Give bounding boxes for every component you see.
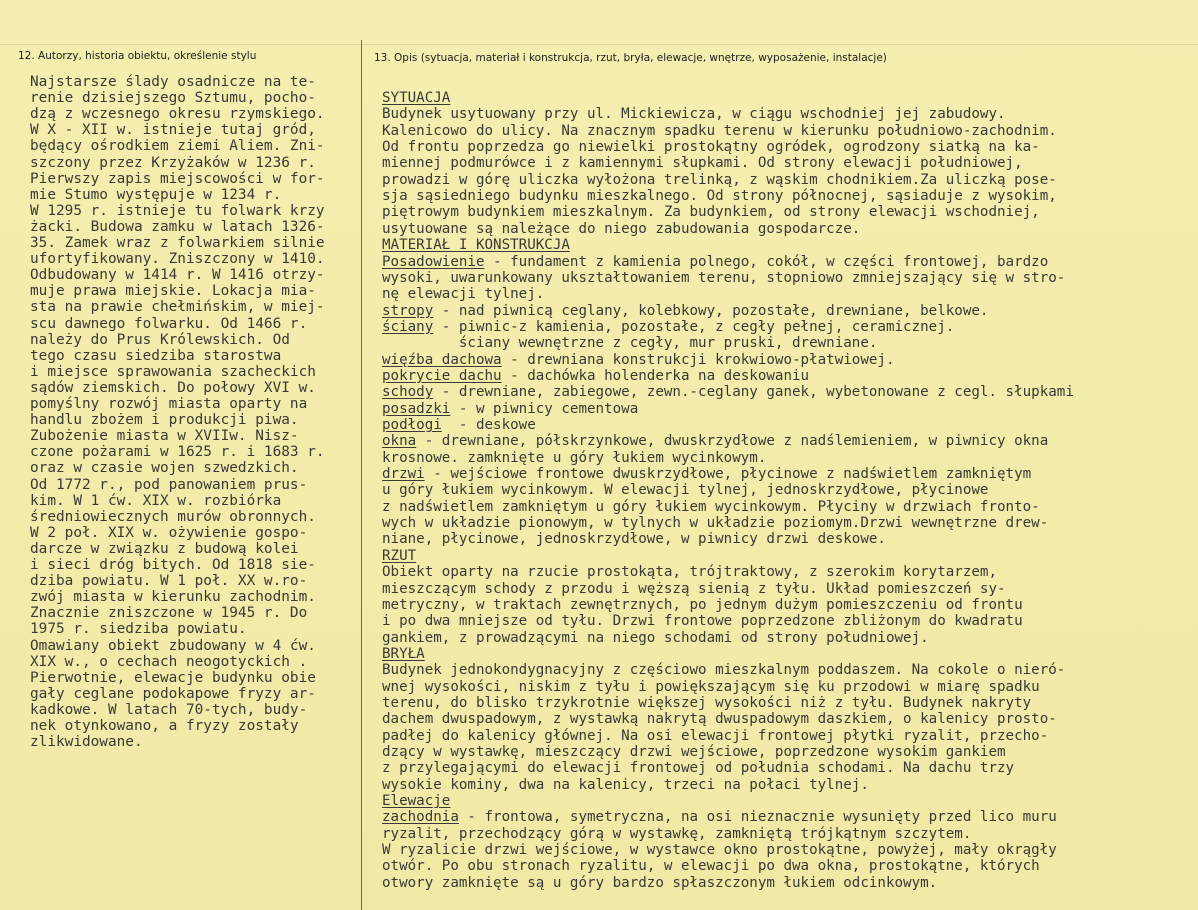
description-text-line [382, 106, 1006, 122]
line-text: terenu, do blisko trzykrotnie większej wysokości niż z tyłu. Budynek nakryty [382, 694, 1032, 711]
description-text-line [382, 842, 1057, 858]
section-12-header: 12. Autorzy, historia obiektu, określenie stylu [18, 50, 257, 62]
history-text-line: 35. Zamek wraz z folwarkiem silnie [30, 235, 325, 251]
description-text-line [382, 875, 937, 891]
line-text: - frontowa, symetryczna, na osi nieznacznie wysunięty przed lico muru [458, 809, 1057, 826]
line-text: nę elewacji tylnej. [382, 286, 545, 303]
history-text-line: szczony przez Krzyżaków w 1236 r. [30, 154, 316, 171]
history-text-line: muje prawa miejskie. Lokacja mia- [30, 283, 316, 300]
history-text-line: kim. W 1 ćw. XIX w. rozbiórka [30, 492, 282, 509]
history-text-line: renie dzisiejszego Sztumu, pocho- [30, 90, 316, 107]
description-text-line [382, 368, 809, 384]
line-text: - piwnic-z kamienia, pozostałe, z cegły pełnej, ceramicznej. [433, 318, 955, 335]
history-text-line: W 2 poł. XIX w. ożywienie gospo- [30, 524, 308, 541]
line-text: - drewniane, zabiegowe, zewn.-ceglany ganek, wybetonowane z cegl. słupkami [433, 384, 1074, 401]
history-text-line: handlu zbożem i produkcji piwa. [30, 412, 299, 429]
history-text-line: 1975 r. siedziba powiatu. [30, 621, 247, 638]
description-text-line [382, 711, 1057, 727]
description-text-line [382, 221, 860, 237]
history-text-line: będący ośrodkiem ziemi Aliem. Zni- [30, 138, 325, 155]
underlined-term: SYTUACJA [382, 90, 451, 106]
history-text-line: należy do Prus Królewskich. Od [30, 331, 290, 348]
description-text-line [382, 613, 1023, 629]
description-text-line [382, 417, 536, 433]
description-text-line [382, 450, 766, 466]
description-text-line [382, 760, 1014, 776]
history-text-line: Od 1772 r., pod panowaniem prus- [30, 476, 308, 493]
history-text-line: mie Stumo występuje w 1234 r. [30, 186, 282, 203]
description-text-line [382, 695, 1031, 711]
description-text-line [382, 254, 1048, 270]
underlined-term: Elewacje [382, 793, 451, 810]
history-text-line: i miejsce sprawowania szacheckich [30, 363, 316, 380]
line-text: Budynek jednokondygnacyjny z częściowo mieszkalnym poddaszem. Na cokole o nieró- [382, 662, 1066, 679]
section-heading-line [382, 237, 570, 253]
description-text-line [382, 286, 544, 302]
line-text: ściany wewnętrzne z cegły, mur pruski, drewniane. [382, 335, 878, 352]
underlined-term: Posadowienie [382, 253, 485, 270]
section-13-header: 13. Opis (sytuacja, materiał i konstrukcja, rzut, bryła, elewacje, wnętrze, wyposażenie, instalacje) [374, 52, 887, 64]
line-text: Od frontu poprzedza go niewielki prostokątny ogródek, ogrodzony siatką na ka- [382, 139, 1040, 156]
line-text: padłej do kalenicy głównej. Na osi elewacji frontowej płytki ryzalit, przecho- [382, 727, 1049, 744]
history-text-line: zwój miasta w kierunku zachodnim. [30, 589, 316, 606]
underlined-term: stropy [382, 302, 434, 319]
line-text: mieszczącym schody z przodu i węższą sienią z tyłu. Układ pomieszczeń sy- [382, 580, 1006, 597]
underlined-term: okna [382, 433, 417, 450]
line-text: - fundament z kamienia polnego, cokół, w części frontowej, bardzo [484, 253, 1049, 270]
underlined-term: pokrycie dachu [382, 367, 502, 384]
history-text-line: i sieci dróg bitych. Od 1818 sie- [30, 557, 316, 573]
history-text-line: ufortyfikowany. Zniszczony w 1410. [30, 251, 325, 268]
history-text-line: nek otynkowano, a fryzy zostały [30, 718, 299, 734]
line-text: miennej podmurówce i z kamiennymi słupkami. Od strony elewacji południowej, [382, 155, 1023, 172]
history-text-line: sądów ziemskich. Do połowy XVI w. [30, 379, 316, 396]
line-text: usytuowane są należące do niego zabudowania gospodarcze. [382, 220, 861, 237]
description-text-line [382, 826, 971, 842]
section-heading-line [382, 548, 416, 564]
history-text-line: Najstarsze ślady osadnicze na te- [30, 74, 316, 90]
line-text: otwór. Po obu stronach ryzalitu, w elewacji po dwa okna, prostokątne, których [382, 858, 1040, 875]
history-text-line: kadkowe. W latach 70-tych, budy- [30, 701, 308, 718]
history-text-line: W 1295 r. istnieje tu folwark krzy [30, 202, 325, 219]
line-text: i po dwa mniejsze od tyłu. Drzwi frontowe poprzedzone zbliżonym do kwadratu [382, 613, 1023, 630]
history-text-line: Zubożenie miasta w XVIIw. Nisz- [30, 428, 299, 445]
line-text: wych w układzie pionowym, w tylnych w układzie poziomym.Drzwi wewnętrzne drew- [382, 515, 1049, 532]
description-text-line [382, 581, 1006, 597]
description-text-line [382, 662, 1065, 678]
line-text: W ryzalicie drzwi wejściowe, w wystawce okno prostokątne, powyżej, mały okrągły [382, 842, 1057, 859]
description-text-line [382, 188, 1057, 204]
history-text-line: scu dawnego folwarku. Od 1466 r. [30, 315, 308, 332]
line-text: wnej wysokości, niskim z tyłu i powiększającym się ku przodowi w miarę spadku [382, 678, 1040, 695]
history-text-line: średniowiecznych murów obronnych. [30, 508, 316, 525]
history-text-line: dzą z wczesnego okresu rzymskiego. [30, 106, 325, 123]
underlined-term: schody [382, 384, 434, 401]
line-text: krosnowe. zamknięte u góry łukiem wycinkowym. [382, 449, 767, 466]
line-text: - drewniana konstrukcji krokwiowo-płatwiowej. [501, 351, 895, 368]
history-text-line: darcze w związku z budową kolei [30, 540, 299, 557]
history-text-line: Pierwszy zapis miejscowości w for- [30, 170, 325, 187]
description-text-line [382, 499, 1040, 515]
description-text-line [382, 515, 1048, 531]
line-text: z nadświetlem zamkniętym u góry łukiem wycinkowym. Płyciny w drzwiach fronto- [382, 498, 1040, 515]
description-text-line [382, 809, 1057, 825]
description-text-line [382, 482, 988, 498]
history-text-line: pomyślny rozwój miasta oparty na [30, 396, 308, 412]
line-text: u góry łukiem wycinkowym. W elewacji tylnej, jednoskrzydłowe, płycinowe [382, 482, 989, 499]
history-text-line: sta na prawie chełmińskim, w miej- [30, 299, 325, 316]
history-text-line: żacki. Budowa zamku w latach 1326- [30, 218, 325, 235]
description-text-line [382, 531, 886, 547]
line-text: - deskowe [441, 417, 536, 433]
line-text: prowadzi w górę uliczka wyłożona trelinką, z wąskim chodnikiem.Za uliczką pose- [382, 171, 1057, 188]
line-text: metryczny, w traktach zewnętrznych, po jednym dużym pomieszczeniu od frontu [382, 596, 1023, 613]
description-text-line [382, 433, 1048, 449]
description-text-line [382, 303, 988, 319]
description-text-line [382, 270, 1065, 286]
description-text-line [382, 204, 1040, 220]
description-text-line [382, 777, 869, 793]
history-text-line: zlikwidowane. [30, 734, 143, 751]
history-text-line: dziba powiatu. W 1 poł. XX w.ro- [30, 573, 308, 590]
description-text-line [382, 679, 1040, 695]
history-text-line: tego czasu siedziba starostwa [30, 347, 282, 364]
line-text: ryzalit, przechodzący górą w wystawkę, zamkniętą trójkątnym szczytem. [382, 825, 972, 842]
underlined-term: podłogi [382, 417, 442, 433]
line-text: - wejściowe frontowe dwuskrzydłowe, płycinowe z nadświetlem zamkniętym [424, 466, 1032, 483]
line-text: - dachówka holenderka na deskowaniu [501, 367, 810, 384]
history-text-line: oraz w czasie wojen szwedzkich. [30, 460, 299, 477]
line-text: dachem dwuspadowym, z wystawką nakrytą dwuspadowym daszkiem, o kalenicy prosto- [382, 711, 1057, 728]
line-text: niane, płycinowe, jednoskrzydłowe, w piwnicy drzwi deskowe. [382, 531, 886, 548]
underlined-term: drzwi [382, 466, 425, 483]
line-text: piętrowym budynkiem mieszkalnym. Za budynkiem, od strony elewacji wschodniej, [382, 204, 1040, 221]
description-text-line [382, 155, 1023, 171]
line-text: z przylegającymi do elewacji frontowej od południa schodami. Na dachu trzy [382, 760, 1015, 777]
line-text: sja sąsiedniego budynku mieszkalnego. Od strony północnej, sąsiaduje z wysokim, [382, 188, 1057, 205]
line-text: otwory zamknięte są u góry bardzo spłaszczonym łukiem odcinkowym. [382, 874, 938, 891]
description-text-line [382, 564, 997, 580]
history-text-line: Znacznie zniszczone w 1945 r. Do [30, 605, 308, 622]
description-text-line [382, 728, 1048, 744]
form-top-rule [0, 44, 1198, 45]
line-text: - nad piwnicą ceglany, kolebkowy, pozostałe, drewniane, belkowe. [433, 302, 989, 319]
underlined-term: więźba dachowa [382, 351, 502, 368]
description-text-line [382, 384, 1074, 400]
underlined-term: ściany [382, 318, 434, 335]
description-text-line [382, 123, 1057, 139]
description-text-line [382, 335, 877, 351]
line-text: Kalenicowo do ulicy. Na znacznym spadku terenu w kierunku południowo-zachodnim. [382, 122, 1057, 139]
history-text-line: Pierwotnie, elewacje budynku obie [30, 669, 316, 686]
history-text-line: czone pożarami w 1625 r. i 1683 r. [30, 444, 325, 461]
underlined-term: MATERIAŁ I KONSTRUKCJA [382, 237, 570, 254]
history-text-line: Omawiany obiekt zbudowany w 4 ćw. [30, 637, 316, 654]
description-text-line [382, 466, 1031, 482]
line-text: Obiekt oparty na rzucie prostokąta, trójtraktowy, z szerokim korytarzem, [382, 564, 997, 581]
underlined-term: posadzki [382, 400, 451, 417]
description-text-line [382, 744, 1006, 760]
description-text-line [382, 352, 895, 368]
line-text: gankiem, z prowadzącymi na niego schodami od strony południowej. [382, 629, 929, 646]
description-text-line [382, 630, 929, 646]
description-text-line [382, 858, 1040, 874]
line-text: wysokie kominy, dwa na kalenicy, trzeci na połaci tylnej. [382, 776, 869, 793]
section-heading-line [382, 646, 425, 662]
description-text-line [382, 319, 954, 335]
description-text-line [382, 597, 1023, 613]
description-text-line [382, 139, 1040, 155]
history-text-line: Odbudowany w 1414 r. W 1416 otrzy- [30, 267, 325, 284]
description-text-line [382, 401, 638, 417]
line-text: - drewniane, półskrzynkowe, dwuskrzydłowe z nadślemieniem, w piwnicy okna [416, 433, 1049, 450]
column-divider [361, 40, 362, 910]
underlined-term: BRYŁA [382, 645, 425, 662]
underlined-term: RZUT [382, 547, 417, 564]
section-heading-line [382, 90, 450, 106]
description-text-line [382, 172, 1057, 188]
history-text-line: gały ceglane podokapowe fryzy ar- [30, 685, 316, 702]
line-text: Budynek usytuowany przy ul. Mickiewicza, w ciągu wschodniej jej zabudowy. [382, 106, 1006, 123]
line-text: - w piwnicy cementowa [450, 400, 639, 417]
history-text-line: XIX w., o cechach neogotyckich . [30, 653, 308, 670]
section-heading-line [382, 793, 450, 809]
history-text-line: W X - XII w. istnieje tutaj gród, [30, 122, 316, 139]
line-text: dzący w wystawkę, mieszczący drzwi wejściowe, poprzedzone wysokim gankiem [382, 744, 1006, 760]
underlined-term: zachodnia [382, 809, 459, 826]
line-text: wysoki, uwarunkowany ukształtowaniem terenu, stopniowo zmniejszający się w stro- [382, 269, 1066, 286]
